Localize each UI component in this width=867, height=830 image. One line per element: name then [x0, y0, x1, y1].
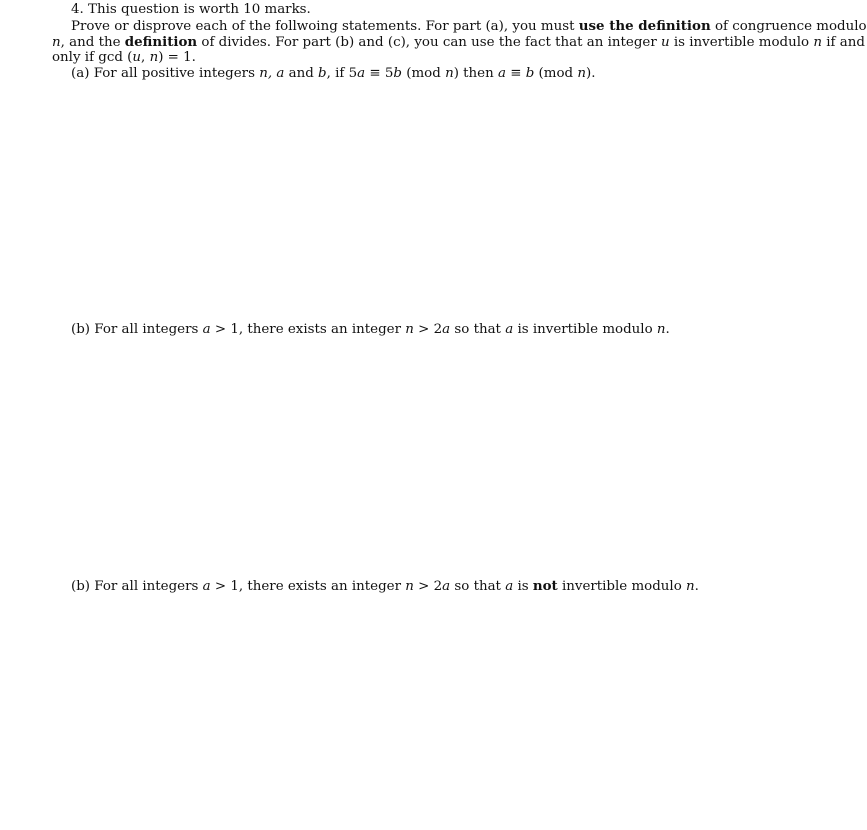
math-variable: n — [686, 579, 695, 594]
math-variable: n — [813, 35, 822, 50]
part-text: . — [665, 322, 670, 337]
instructions-text: , and the — [60, 35, 125, 50]
instructions-text: of divides. For part (b) and (c), you can use the fact that an integer — [197, 35, 661, 50]
math-variable: b — [318, 66, 327, 81]
part-text: ≡ — [505, 66, 526, 81]
math-variable: n — [577, 66, 586, 81]
math-variable: a — [202, 322, 211, 337]
part-text: so that — [450, 579, 506, 594]
instructions-line-3 — [52, 50, 196, 66]
part-text: > 1, there exists an integer — [210, 579, 406, 594]
question-heading — [71, 2, 311, 18]
math-variable: n — [405, 322, 414, 337]
math-variable: a — [505, 322, 514, 337]
part-text: (mod — [401, 66, 446, 81]
part-text: invertible modulo — [557, 579, 687, 594]
part-text: ) then — [453, 66, 498, 81]
instructions-bold-text: use the definition — [578, 18, 711, 34]
heading-text: 4. This question is worth 10 marks. — [71, 2, 311, 17]
math-variable: n — [405, 579, 414, 594]
instructions-line-1 — [71, 18, 867, 35]
math-variable: n, a — [259, 66, 285, 81]
part-text: (a) For all positive integers — [71, 66, 260, 81]
instructions-text: , — [141, 50, 150, 65]
instructions-text: ) = 1. — [158, 50, 196, 65]
math-variable: n — [445, 66, 454, 81]
math-variable: a — [357, 66, 366, 81]
instructions-text: if and — [821, 35, 865, 50]
part-text: (b) For all integers — [71, 322, 203, 337]
part-text: ≡ 5 — [365, 66, 394, 81]
math-variable: a — [497, 66, 506, 81]
part-text: (b) For all integers — [71, 579, 203, 594]
part-bold-text: not — [532, 578, 558, 594]
math-variable: n — [149, 50, 159, 65]
instructions-text: of congruence modulo — [710, 19, 867, 34]
math-variable: a — [505, 579, 514, 594]
part-text: (mod — [534, 66, 578, 81]
part-a-statement — [71, 66, 595, 82]
part-text: > 2 — [413, 322, 443, 337]
instructions-text: only if gcd ( — [52, 50, 133, 65]
instructions-line-2 — [52, 34, 865, 51]
math-variable: a — [202, 579, 211, 594]
part-text: ). — [585, 66, 596, 81]
math-variable: u — [132, 50, 142, 65]
part-c-statement — [71, 578, 699, 595]
instructions-text: is invertible modulo — [669, 35, 814, 50]
math-variable: u — [660, 35, 670, 50]
math-variable: b — [525, 66, 535, 81]
part-text: > 1, there exists an integer — [210, 322, 406, 337]
part-b-statement — [71, 322, 670, 338]
part-text: is — [513, 579, 533, 594]
part-text: > 2 — [413, 579, 443, 594]
part-text: so that — [450, 322, 506, 337]
math-variable: n — [52, 35, 61, 50]
part-text: . — [694, 579, 699, 594]
math-variable: n — [656, 322, 666, 337]
math-variable: b — [393, 66, 402, 81]
part-text: and — [284, 66, 319, 81]
math-variable: a — [442, 322, 451, 337]
math-variable: a — [442, 579, 451, 594]
instructions-bold-text: definition — [124, 34, 198, 50]
instructions-text: Prove or disprove each of the follwoing statements. For part (a), you must — [71, 19, 579, 34]
part-text: , if 5 — [326, 66, 358, 81]
part-text: is invertible modulo — [513, 322, 657, 337]
